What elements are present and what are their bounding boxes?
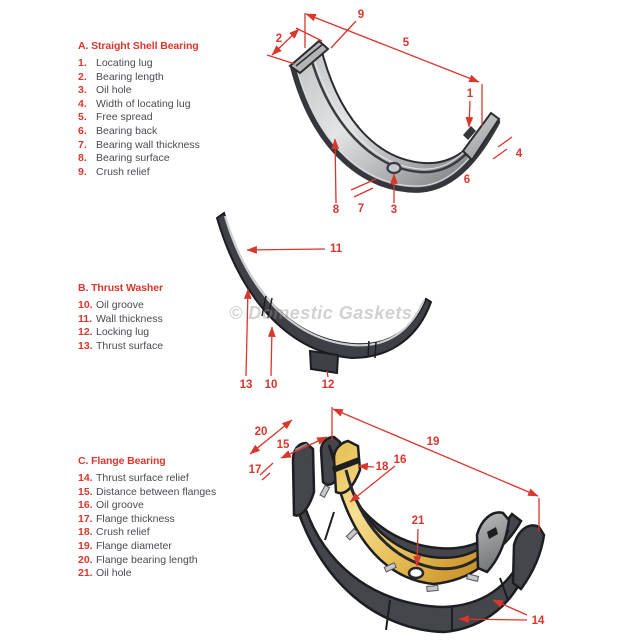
item-label: Flange thickness (96, 512, 175, 525)
tick-4 (498, 137, 512, 147)
item-number: 4. (78, 97, 87, 110)
callout-9: 9 (357, 9, 365, 21)
item-number: 19. (78, 539, 93, 552)
callout-11: 11 (330, 243, 343, 255)
item-label: Oil hole (96, 84, 132, 97)
locking-lug (310, 351, 338, 373)
tick-4 (493, 149, 507, 159)
item-label: Bearing wall thickness (96, 138, 200, 151)
item-number: 20. (78, 553, 93, 566)
item-number: 12. (78, 326, 93, 339)
ext-line (296, 28, 322, 41)
item-label: Thrust surface relief (96, 472, 189, 484)
item-label: Oil groove (96, 499, 144, 512)
callout-17: 17 (248, 464, 262, 476)
list-item (78, 513, 278, 527)
callout-21: 21 (411, 515, 425, 527)
item-number: 14. (78, 472, 93, 484)
item-number: 1. (78, 57, 87, 69)
item-number: 15. (78, 485, 93, 498)
list-item (78, 554, 278, 568)
callout-8: 8 (332, 204, 340, 216)
item-label: Oil groove (96, 299, 144, 311)
item-number: 21. (78, 567, 93, 580)
watermark: © Domestic Gaskets (229, 303, 413, 323)
legend-straight-shell-bearing (78, 40, 278, 179)
item-number: 6. (78, 124, 87, 137)
item-label: Width of locating lug (96, 97, 191, 110)
tick-7 (354, 188, 373, 197)
steel-tab (427, 585, 438, 591)
list-item (78, 84, 278, 98)
item-label: Locating lug (96, 57, 153, 69)
item-label: Locking lug (96, 326, 150, 339)
legend-flange-bearing (78, 455, 278, 581)
near-flange-left-blade (293, 443, 314, 516)
item-number: 18. (78, 526, 93, 539)
groove-line (368, 341, 369, 357)
groove-line (375, 342, 376, 358)
item-label: Bearing surface (96, 152, 170, 165)
list-item (78, 71, 278, 85)
callout-20: 20 (254, 426, 268, 438)
item-number: 10. (78, 299, 93, 311)
list-item (78, 526, 278, 540)
steel-tab (467, 574, 479, 582)
callout-1: 1 (466, 88, 474, 100)
item-number: 7. (78, 138, 87, 151)
callout-19: 19 (426, 436, 440, 448)
item-number: 16. (78, 499, 93, 512)
oil-hole (388, 163, 401, 173)
item-number: 17. (78, 512, 93, 525)
list-item (78, 166, 278, 180)
item-label: Distance between flanges (96, 485, 217, 498)
item-number: 3. (78, 84, 87, 97)
steel-tab (346, 529, 357, 540)
item-number: 8. (78, 152, 87, 165)
item-label: Crush relief (96, 165, 150, 178)
callout-15: 15 (276, 439, 290, 451)
item-label: Bearing length (96, 70, 164, 83)
list-item (78, 486, 278, 500)
item-label: Flange bearing length (96, 553, 198, 566)
list-item (78, 139, 278, 153)
list-item (78, 125, 278, 139)
callout-3: 3 (390, 204, 398, 216)
section-title: B. Thrust Washer (78, 282, 163, 294)
straight-shell-bearing-illustration (290, 41, 499, 190)
item-label: Bearing back (96, 124, 158, 137)
list-item (78, 111, 278, 125)
item-number: 5. (78, 111, 87, 124)
callout-16: 16 (393, 454, 407, 466)
item-label: Free spread (96, 111, 153, 124)
oil-hole (409, 568, 423, 578)
item-number: 11. (78, 312, 93, 325)
list-item (78, 472, 278, 486)
leader-11 (247, 249, 325, 250)
list-item (78, 499, 278, 513)
list-item (78, 340, 278, 354)
callout-18: 18 (375, 461, 389, 473)
far-flange-right-blade (513, 526, 544, 589)
list-item (78, 540, 278, 554)
callout-13: 13 (239, 379, 253, 391)
list-item (78, 567, 278, 581)
section-title: C. Flange Bearing (78, 455, 166, 467)
callout-12: 12 (321, 379, 335, 391)
section-title: A. Straight Shell Bearing (78, 40, 199, 52)
callout-2: 2 (275, 33, 283, 45)
leader-1 (469, 101, 470, 127)
relief-line (325, 512, 334, 540)
list-item (78, 326, 278, 340)
callout-6: 6 (463, 174, 471, 186)
callout-10: 10 (264, 379, 278, 391)
steel-tab (320, 485, 330, 497)
callout-4: 4 (515, 148, 523, 160)
item-label: Thrust surface (96, 339, 164, 352)
callout-7: 7 (357, 203, 365, 215)
list-item (78, 57, 278, 71)
item-label: Crush relief (96, 526, 150, 539)
dim-line-5 (306, 14, 479, 82)
bearing-right-end-blade (477, 512, 509, 572)
list-item (78, 152, 278, 166)
item-label: Wall thickness (96, 312, 163, 325)
item-number: 2. (78, 70, 87, 83)
callout-14: 14 (531, 615, 545, 627)
item-number: 9. (78, 165, 87, 178)
item-label: Flange diameter (96, 539, 172, 552)
item-label: Oil hole (96, 567, 132, 580)
list-item (78, 98, 278, 112)
dim-line-19 (333, 409, 538, 496)
callout-5: 5 (402, 37, 410, 49)
item-number: 13. (78, 339, 93, 352)
